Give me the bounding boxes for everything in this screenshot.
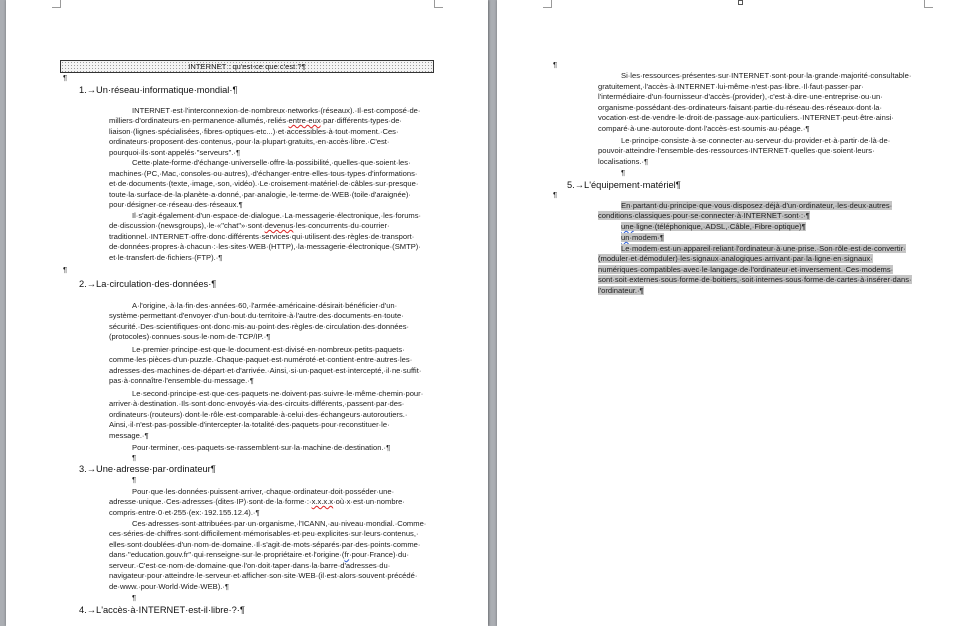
section-heading-4: 4.→L'accès·à·INTERNET·est-il·libre·?·¶ [79, 605, 245, 615]
crop-mark [543, 0, 552, 8]
text-line: Pour·terminer,·ces·paquets·se·rassemblent·sur·la·machine·de·destination.·¶ [132, 443, 391, 452]
text-line: l'intermédiaire·d'un·fournisseur·d'accès·(provider),·c'est·à·dire·une·entreprise·ou·un· [598, 92, 883, 101]
text-line [621, 201, 892, 212]
text-line: organisme·possédant·des·ordinateurs·faisant·partie·du·réseau·des·réseaux·dont·la· [598, 103, 883, 112]
text-line: sécurité.·Des·scientifiques·ont·donc·mis·au·point·des·règles·de·circulation·des·données· [109, 322, 410, 331]
crop-mark [434, 0, 443, 8]
text-line: message.·¶ [109, 431, 149, 440]
section-heading-3: 3.→Une·adresse·par·ordinateur¶ [79, 464, 216, 474]
text-line: ordinateurs·proposent·des·contenus,·pour·la·plupart·gratuits,·en·accès·libre.·C'est· [109, 137, 390, 146]
text-line: pourquoi·ils·sont·appelés·"serveurs".·¶ [109, 148, 241, 157]
text-line: et·de·documents·(texte,·image,·son,·vidéo).·Le·croisement·matériel·de·câbles·sur·presque· [109, 179, 419, 188]
text-line: vocation·est·de·vendre·le·droit·de·passage·aux·particuliers.·INTERNET·peut·être·ainsi· [598, 113, 894, 122]
text-line [621, 244, 906, 255]
text-line: localisations.·¶ [598, 157, 649, 166]
selected-text[interactable]: l'ordinateur.·¶ [598, 286, 644, 295]
text-line: Le·premier·principe·est·que·le·document·est·divisé·en·nombreux·petits·paquets· [132, 345, 405, 354]
text-line: Il·s'agit·également·d'un·espace·de·dialogue.·La·messagerie·électronique,·les·forums· [132, 211, 422, 220]
text-line: traditionnel.·INTERNET·offre·donc·différents·services·qui·utilisent·des·règles·de·transport· [109, 232, 415, 241]
crop-mark [52, 0, 61, 8]
grammar-error-mark: un [621, 233, 630, 242]
text-line: Si·les·ressources·présentes·sur·INTERNET·sont·pour·la·grande·majorité·consultable· [621, 71, 912, 80]
document-page-1[interactable] [6, 0, 488, 626]
text-line: INTERNET·est·l'interconnexion·de·nombreux·networks·(réseaux).·Il·est·composé·de· [132, 106, 421, 115]
paragraph-mark: ¶ [132, 593, 137, 602]
selected-text[interactable]: sont·soit·externes·sous·forme·de·boitiers,·soit·internes·sous·forme·de·cartes·à·insérer·dans· [598, 275, 912, 284]
section-heading-1: 1.→Un·réseau·informatique·mondial·¶ [79, 85, 238, 95]
text-line: navigateur·pour·atteindre·le·serveur·et·afficher·son·site·WEB·(il·est·alors·souvent·précédé· [109, 571, 418, 580]
spelling-error-mark: devenus [264, 221, 294, 230]
text-line: pouvoir·atteindre·l'ensemble·des·ressources·INTERNET·quelles·que·soient·leurs· [598, 146, 875, 155]
text-line: Pour·que·les·données·puissent·arriver,·chaque·ordinateur·doit·posséder·une· [132, 487, 395, 496]
text-line [598, 275, 912, 286]
text-line: adresse·unique.·Ces·adresses·(dites·IP)·sont·de·la·forme·:·x.x.x.x·où·x·est·un·nombre· [109, 497, 405, 506]
text-line: arriver·à·destination.·Ils·sont·donc·envoyés·via·des·circuits·différents,·passent·par·des· [109, 399, 405, 408]
text-line: serveur.·C'est·ce·nom·de·domaine·que·l'on·doit·taper·dans·la·barre·d'adresses·du· [109, 561, 391, 570]
text-line [598, 254, 873, 265]
selected-text[interactable]: conditions·classiques·pour·se·connecter·à·INTERNET·sont·:·¶ [598, 211, 810, 220]
text-line: adresses·des·machines·de·départ·et·d'arrivée.·Ainsi,·si·un·paquet·est·intercepté,·il·ne·suffit· [109, 366, 422, 375]
paragraph-mark: ¶ [132, 453, 137, 462]
selected-text[interactable]: numériques·compatibles·avec·le·langage·de·l'ordinateur·et·inversement.·Ces·modems· [598, 265, 894, 274]
text-line: Le·principe·consiste·à·se·connecter·au·serveur·du·provider·et·à·partir·de·là·de· [621, 136, 891, 145]
spelling-error-mark: entre·eux [288, 116, 321, 125]
selected-text[interactable]: un·modem·¶ [621, 233, 664, 242]
text-line: ordinateurs·(routeurs)·dont·le·rôle·est·comparable·à·celui·des·échangeurs·autoroutiers.· [109, 410, 408, 419]
paragraph-mark: ¶ [63, 265, 68, 274]
text-line: compris·entre·0·et·255·(ex:·192.155.12.4).·¶ [109, 508, 260, 517]
spelling-error-mark: x.x.x.x [311, 497, 334, 506]
grammar-error-mark: fr [344, 550, 350, 559]
document-title: INTERNET : qu'est-ce que c'est ?¶ [188, 62, 306, 71]
text-line: comparé·à·une·autoroute·dont·l'accès·est·soumis·au·péage.·¶ [598, 124, 810, 133]
text-line: de·www.·pour·World·Wide·WEB).·¶ [109, 582, 229, 591]
text-line [598, 211, 810, 222]
text-line: système·permettant·d'envoyer·d'un·bout·du·territoire·à·l'autre·des·documents·en·toute· [109, 311, 404, 320]
column-caret-marker [738, 0, 743, 5]
document-page-2[interactable] [497, 0, 980, 626]
section-heading-5: 5.→L'équipement·matériel¶ [567, 180, 681, 190]
text-line: elles·sont·doublées·d'un·nom·de·domaine.·Il·s'agit·de·mots·séparés·par·des·points·comme· [109, 540, 421, 549]
text-line: dans·"education.gouv.fr"·qui·renseigne·sur·le·propriétaire·et·l'origine·(fr·pour·France)·du· [109, 550, 410, 559]
paragraph-mark: ¶ [553, 60, 558, 69]
text-line: et·le·transfert·de·fichiers·(FTP).·¶ [109, 253, 223, 262]
text-line: (protocoles)·connues·sous·le·nom·de·TCP/IP.·¶ [109, 332, 271, 341]
text-line [598, 265, 893, 276]
document-title-box [60, 60, 434, 73]
text-line: Ces·adresses·sont·attribuées·par·un·organisme,·l'ICANN,·au·niveau·mondial.·Comme· [132, 519, 427, 528]
paragraph-mark: ¶ [63, 73, 68, 82]
section-heading-2: 2.→La·circulation·des·données·¶ [79, 279, 217, 289]
text-line: milliers·d'ordinateurs·en·permanence·allumés,·reliés·entre·eux·par·différents·types·de· [109, 116, 402, 125]
selected-text[interactable]: En·partant·du·principe·que·vous·disposez·déjà·d'un·ordinateur,·les·deux·autres· [621, 201, 893, 210]
text-line: de·données·propres·à·chacun·:·les·sites·WEB·(HTTP),·la·messagerie·électronique·(SMTP)· [109, 242, 421, 251]
text-line: gratuitement,·l'accès·à·INTERNET·lui-même·n'est·pas·libre.·Il·faut·passer·par· [598, 82, 864, 91]
text-line [598, 286, 644, 297]
paragraph-mark: ¶ [132, 475, 137, 484]
grammar-error-mark: une [621, 222, 634, 231]
text-line: pour·désigner·ce·réseau·des·réseaux.¶ [109, 200, 243, 209]
crop-mark [924, 0, 933, 8]
text-line: comme·les·pièces·d'un·puzzle.·Chaque·paquet·est·numéroté·et·contient·entre·autres·les· [109, 355, 413, 364]
text-line: liaison·(lignes·spécialisées,·fibres·optiques·etc...)·et·accessibles·à·tout·moment.·Ces· [109, 127, 399, 136]
text-line: de·discussion·(newsgroups),·le·«"chat"»·sont·devenus·les·concurrents·du·courrier· [109, 221, 390, 230]
selected-text[interactable]: Le·modem·est·un·appareil·reliant·l'ordinateur·à·une·prise.·Son·rôle·est·de·convertir· [621, 244, 906, 253]
selected-text[interactable]: (moduler·et·démoduler)·les·signaux·analogiques·arrivant·par·la·ligne·en·signaux· [598, 254, 873, 263]
text-line: A·l'origine,·à·la·fin·des·années·60,·l'armée·américaine·désirait·bénéficier·d'un· [132, 301, 398, 310]
list-item [621, 222, 806, 233]
text-line: machines·(PC,·Mac,·consoles·ou·autres),·d'échanger·entre·elles·tous·types·d'informations· [109, 169, 418, 178]
text-line: Cette·plate-forme·d'échange·universelle·offre·la·possibilité,·quelles·que·soient·les· [132, 158, 411, 167]
text-line: ces·séries·de·chiffres·sont·difficilement·mémorisables·et·peu·explicites·sur·leurs·contenus,· [109, 529, 419, 538]
list-item [621, 233, 664, 244]
text-line: Le·second·principe·est·que·ces·paquets·ne·doivent·pas·suivre·le·même·chemin·pour· [132, 389, 424, 398]
paragraph-mark: ¶ [621, 168, 626, 177]
text-line: toute·la·surface·de·la·planète·a·donné,·par·analogie,·le·terme·de·WEB·(toile·d'araignée)· [109, 190, 411, 199]
text-line: Ainsi,·il·n'est·pas·possible·d'intercepter·la·totalité·des·paquets·pour·reconstituer·le· [109, 420, 390, 429]
paragraph-mark: ¶ [553, 190, 558, 199]
text-line: pas·à·connaître·l'ensemble·du·message.·¶ [109, 376, 254, 385]
selected-text[interactable]: une·ligne·(téléphonique,·ADSL,·Câble,·Fibre·optique)¶ [621, 222, 806, 231]
